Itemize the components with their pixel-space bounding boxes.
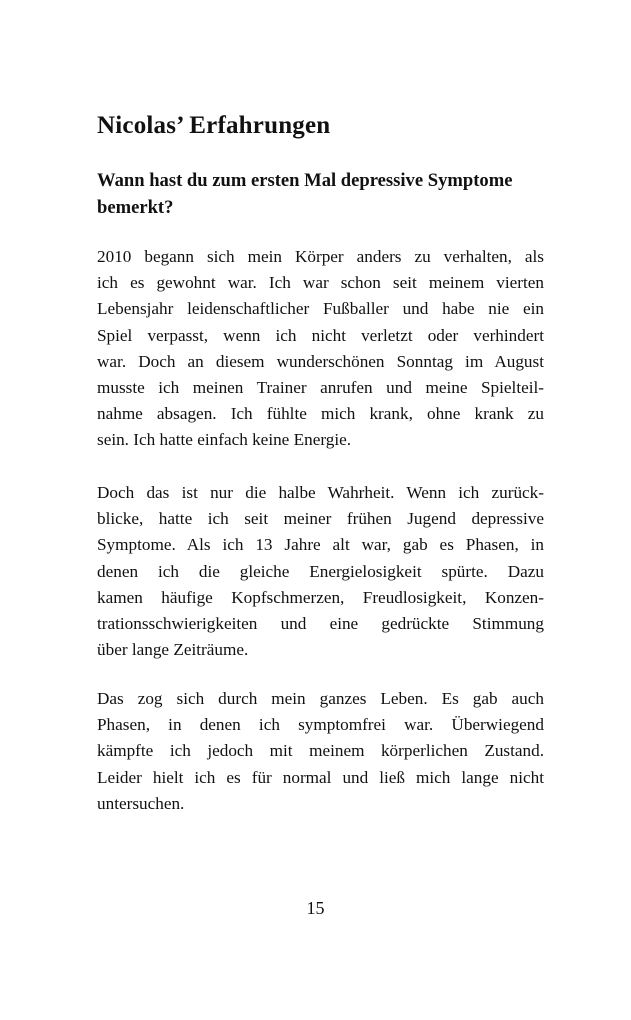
text-line: 2010 begann sich mein Körper anders zu verhalten, als bbox=[97, 247, 544, 266]
text-line: über lange Zeiträume. bbox=[97, 640, 249, 660]
chapter-title: Nicolas’ Erfahrungen bbox=[97, 112, 331, 139]
interview-question bbox=[97, 167, 544, 221]
text-line: kamen häufige Kopfschmerzen, Freudlosigkeit, Konzen- bbox=[97, 587, 544, 607]
text-line: Das zog sich durch mein ganzes Leben. Es gab auch bbox=[97, 689, 544, 708]
text-line: Doch das ist nur die halbe Wahrheit. Wenn ich zurück- bbox=[97, 483, 544, 502]
text-line: kämpfte ich jedoch mit meinem körperlichen Zustand. bbox=[97, 741, 544, 761]
text-line: nahme absagen. Ich fühlte mich krank, ohne krank zu bbox=[97, 404, 544, 424]
page-number: 15 bbox=[306, 898, 325, 918]
answer-paragraph-3 bbox=[97, 686, 544, 817]
answer-paragraph-1 bbox=[97, 244, 544, 454]
text-line: sein. Ich hatte einfach keine Energie. bbox=[97, 430, 352, 450]
question-line: bemerkt? bbox=[97, 197, 174, 218]
text-line: war. Doch an diesem wunderschönen Sonntag im August bbox=[97, 351, 544, 371]
text-line: musste ich meinen Trainer anrufen und meine Spielteil- bbox=[97, 377, 544, 397]
text-line: ich es gewohnt war. Ich war schon seit meinem vierten bbox=[97, 273, 544, 293]
question-line: Wann hast du zum ersten Mal depressive Symptome bbox=[97, 170, 513, 191]
text-line: denen ich die gleiche Energielosigkeit spürte. Dazu bbox=[97, 561, 544, 581]
text-line: Symptome. Als ich 13 Jahre alt war, gab es Phasen, in bbox=[97, 535, 544, 555]
text-line: Phasen, in denen ich symptomfrei war. Überwiegend bbox=[97, 715, 544, 735]
text-line: trationsschwierigkeiten und eine gedrückte Stimmung bbox=[97, 613, 544, 633]
text-line: untersuchen. bbox=[97, 793, 185, 813]
text-line: Spiel verpasst, wenn ich nicht verletzt oder verhindert bbox=[97, 325, 544, 345]
text-line: Lebensjahr leidenschaftlicher Fußballer und habe nie ein bbox=[97, 299, 544, 319]
text-line: Leider hielt ich es für normal und ließ mich lange nicht bbox=[97, 767, 544, 787]
answer-paragraph-2 bbox=[97, 480, 544, 663]
text-line: blicke, hatte ich seit meiner frühen Jugend depressive bbox=[97, 509, 544, 529]
